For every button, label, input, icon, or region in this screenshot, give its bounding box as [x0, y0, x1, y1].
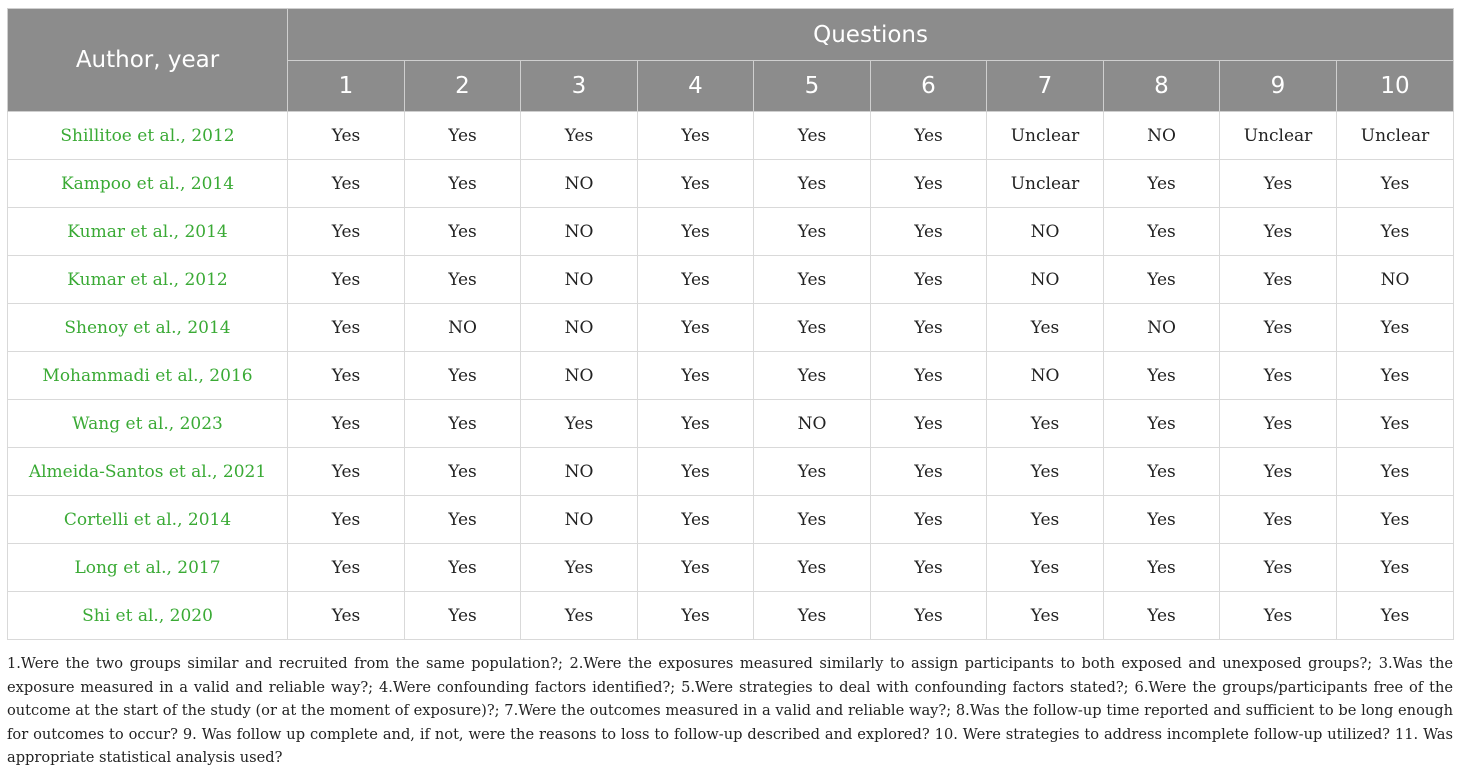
answer-cell: Yes [405, 448, 521, 496]
answer-cell: Yes [288, 592, 405, 640]
answer-cell: Yes [638, 400, 754, 448]
table-row [8, 304, 1454, 352]
answer-cell: Yes [521, 592, 638, 640]
answer-cell: Yes [1220, 400, 1337, 448]
answer-cell: Yes [1220, 496, 1337, 544]
answer-cell: Yes [405, 400, 521, 448]
answer-cell: Unclear [1337, 112, 1454, 160]
answer-cell: Yes [288, 400, 405, 448]
answer-cell: Yes [288, 256, 405, 304]
question-number-header: 3 [521, 61, 638, 112]
table-row [8, 256, 1454, 304]
answer-cell: Yes [1104, 544, 1220, 592]
answer-cell: Yes [638, 544, 754, 592]
answer-cell: Yes [871, 496, 987, 544]
answer-cell: Yes [871, 448, 987, 496]
answer-cell: Yes [871, 352, 987, 400]
answer-cell: Yes [987, 496, 1104, 544]
table-row [8, 352, 1454, 400]
answer-cell: Yes [754, 592, 871, 640]
answer-cell: NO [521, 208, 638, 256]
author-year-cell[interactable]: Mohammadi et al., 2016 [8, 352, 288, 400]
answer-cell: Yes [1220, 544, 1337, 592]
answer-cell: Yes [1220, 304, 1337, 352]
table-row [8, 544, 1454, 592]
answer-cell: Yes [871, 400, 987, 448]
author-year-cell[interactable]: Long et al., 2017 [8, 544, 288, 592]
table-row [8, 448, 1454, 496]
table-body [8, 112, 1454, 640]
answer-cell: Yes [871, 160, 987, 208]
author-year-cell[interactable]: Shenoy et al., 2014 [8, 304, 288, 352]
answer-cell: Yes [1220, 592, 1337, 640]
answer-cell: NO [521, 352, 638, 400]
answer-cell: NO [521, 160, 638, 208]
answer-cell: Yes [1104, 400, 1220, 448]
author-year-cell[interactable]: Kumar et al., 2014 [8, 208, 288, 256]
answer-cell: Yes [1220, 448, 1337, 496]
table-header [8, 9, 1454, 112]
answer-cell: Yes [405, 352, 521, 400]
table-footnote: 1.Were the two groups similar and recruited from the same population?; 2.Were the exposures measured similarly to assign participants to both exposed and unexposed groups?; 3.Was the exposure measured in a valid and reliable way?; 4.Were confounding factors identified?; 5.Were strategies to deal with confounding factors stated?; 6.Were the groups/participants free of the outcome at the start of the study (or at the moment of exposure)?; 7.Were the outcomes measured in a valid and reliable way?; 8.Was the follow-up time reported and sufficient to be long enough for outcomes to occur? 9. Was follow up complete and, if not, were the reasons to loss to follow-up described and explored? 10. Were strategies to address incomplete follow-up utilized? 11. Was appropriate statistical analysis used? [7, 655, 1453, 766]
answer-cell: Yes [521, 112, 638, 160]
answer-cell: Yes [638, 496, 754, 544]
answer-cell: Yes [987, 448, 1104, 496]
answer-cell: NO [521, 496, 638, 544]
answer-cell: Yes [1104, 448, 1220, 496]
answer-cell: Yes [638, 112, 754, 160]
author-year-cell[interactable]: Almeida-Santos et al., 2021 [8, 448, 288, 496]
answer-cell: Yes [288, 208, 405, 256]
answer-cell: Yes [405, 544, 521, 592]
answer-cell: Yes [405, 256, 521, 304]
table-row [8, 112, 1454, 160]
answer-cell: Unclear [987, 112, 1104, 160]
answer-cell: NO [987, 208, 1104, 256]
answer-cell: Yes [288, 304, 405, 352]
question-number-header: 9 [1220, 61, 1337, 112]
answer-cell: NO [987, 352, 1104, 400]
header-row-top [8, 9, 1454, 61]
answer-cell: NO [1337, 256, 1454, 304]
answer-cell: Yes [1220, 256, 1337, 304]
answer-cell: Yes [405, 208, 521, 256]
answer-cell: NO [521, 256, 638, 304]
answer-cell: Yes [638, 448, 754, 496]
answer-cell: Yes [638, 352, 754, 400]
answer-cell: Yes [638, 256, 754, 304]
question-number-header: 5 [754, 61, 871, 112]
answer-cell: Yes [1104, 208, 1220, 256]
answer-cell: Yes [638, 160, 754, 208]
question-number-header: 4 [638, 61, 754, 112]
answer-cell: Yes [987, 400, 1104, 448]
answer-cell: Yes [1220, 208, 1337, 256]
answer-cell: Yes [521, 400, 638, 448]
answer-cell: Yes [521, 544, 638, 592]
answer-cell: Yes [754, 496, 871, 544]
answer-cell: Yes [638, 592, 754, 640]
answer-cell: Yes [1337, 448, 1454, 496]
answer-cell: Yes [754, 160, 871, 208]
question-number-header: 10 [1337, 61, 1454, 112]
question-number-header: 7 [987, 61, 1104, 112]
answer-cell: Yes [871, 256, 987, 304]
author-year-cell[interactable]: Kampoo et al., 2014 [8, 160, 288, 208]
answer-cell: Yes [1337, 496, 1454, 544]
answer-cell: Yes [1337, 208, 1454, 256]
question-number-header: 1 [288, 61, 405, 112]
answer-cell: Yes [288, 448, 405, 496]
answer-cell: Yes [1337, 544, 1454, 592]
answer-cell: Yes [1104, 160, 1220, 208]
answer-cell: Yes [288, 160, 405, 208]
author-year-cell[interactable]: Shillitoe et al., 2012 [8, 112, 288, 160]
answer-cell: Yes [1337, 352, 1454, 400]
answer-cell: Yes [1220, 160, 1337, 208]
answer-cell: Yes [871, 208, 987, 256]
answer-cell: Yes [288, 352, 405, 400]
question-number-header: 6 [871, 61, 987, 112]
answer-cell: Yes [987, 592, 1104, 640]
answer-cell: Yes [871, 592, 987, 640]
answer-cell: Yes [1337, 592, 1454, 640]
answer-cell: Yes [871, 304, 987, 352]
author-year-cell[interactable]: Cortelli et al., 2014 [8, 496, 288, 544]
answer-cell: Yes [754, 448, 871, 496]
answer-cell: Yes [405, 496, 521, 544]
table-row [8, 160, 1454, 208]
table-row [8, 208, 1454, 256]
answer-cell: Yes [1337, 304, 1454, 352]
answer-cell: Yes [1104, 496, 1220, 544]
table-row [8, 496, 1454, 544]
answer-cell: NO [521, 448, 638, 496]
answer-cell: Yes [754, 352, 871, 400]
table-container [7, 8, 1453, 640]
answer-cell: NO [1104, 112, 1220, 160]
answer-cell: Yes [405, 160, 521, 208]
answer-cell: Yes [987, 544, 1104, 592]
answer-cell: Yes [754, 544, 871, 592]
author-year-cell[interactable]: Shi et al., 2020 [8, 592, 288, 640]
answer-cell: Yes [638, 208, 754, 256]
table-row [8, 400, 1454, 448]
answer-cell: Yes [1104, 592, 1220, 640]
answer-cell: Yes [288, 544, 405, 592]
answer-cell: Unclear [987, 160, 1104, 208]
answer-cell: Yes [1337, 160, 1454, 208]
answer-cell: Yes [1104, 256, 1220, 304]
answer-cell: Yes [754, 304, 871, 352]
answer-cell: NO [1104, 304, 1220, 352]
answer-cell: Yes [288, 112, 405, 160]
answer-cell: NO [405, 304, 521, 352]
answer-cell: Yes [1104, 352, 1220, 400]
question-number-header: 8 [1104, 61, 1220, 112]
answer-cell: Yes [871, 112, 987, 160]
answer-cell: Unclear [1220, 112, 1337, 160]
answer-cell: Yes [754, 112, 871, 160]
questions-header: Questions [288, 9, 1454, 61]
author-year-cell[interactable]: Kumar et al., 2012 [8, 256, 288, 304]
answer-cell: Yes [987, 304, 1104, 352]
answer-cell: Yes [754, 256, 871, 304]
answer-cell: Yes [1337, 400, 1454, 448]
author-year-cell[interactable]: Wang et al., 2023 [8, 400, 288, 448]
quality-assessment-table [7, 8, 1454, 640]
answer-cell: Yes [638, 304, 754, 352]
table-row [8, 592, 1454, 640]
question-number-header: 2 [405, 61, 521, 112]
answer-cell: Yes [871, 544, 987, 592]
answer-cell: NO [521, 304, 638, 352]
answer-cell: NO [987, 256, 1104, 304]
answer-cell: Yes [288, 496, 405, 544]
author-year-header: Author, year [8, 9, 288, 112]
answer-cell: Yes [1220, 352, 1337, 400]
answer-cell: Yes [405, 112, 521, 160]
answer-cell: NO [754, 400, 871, 448]
answer-cell: Yes [754, 208, 871, 256]
answer-cell: Yes [405, 592, 521, 640]
